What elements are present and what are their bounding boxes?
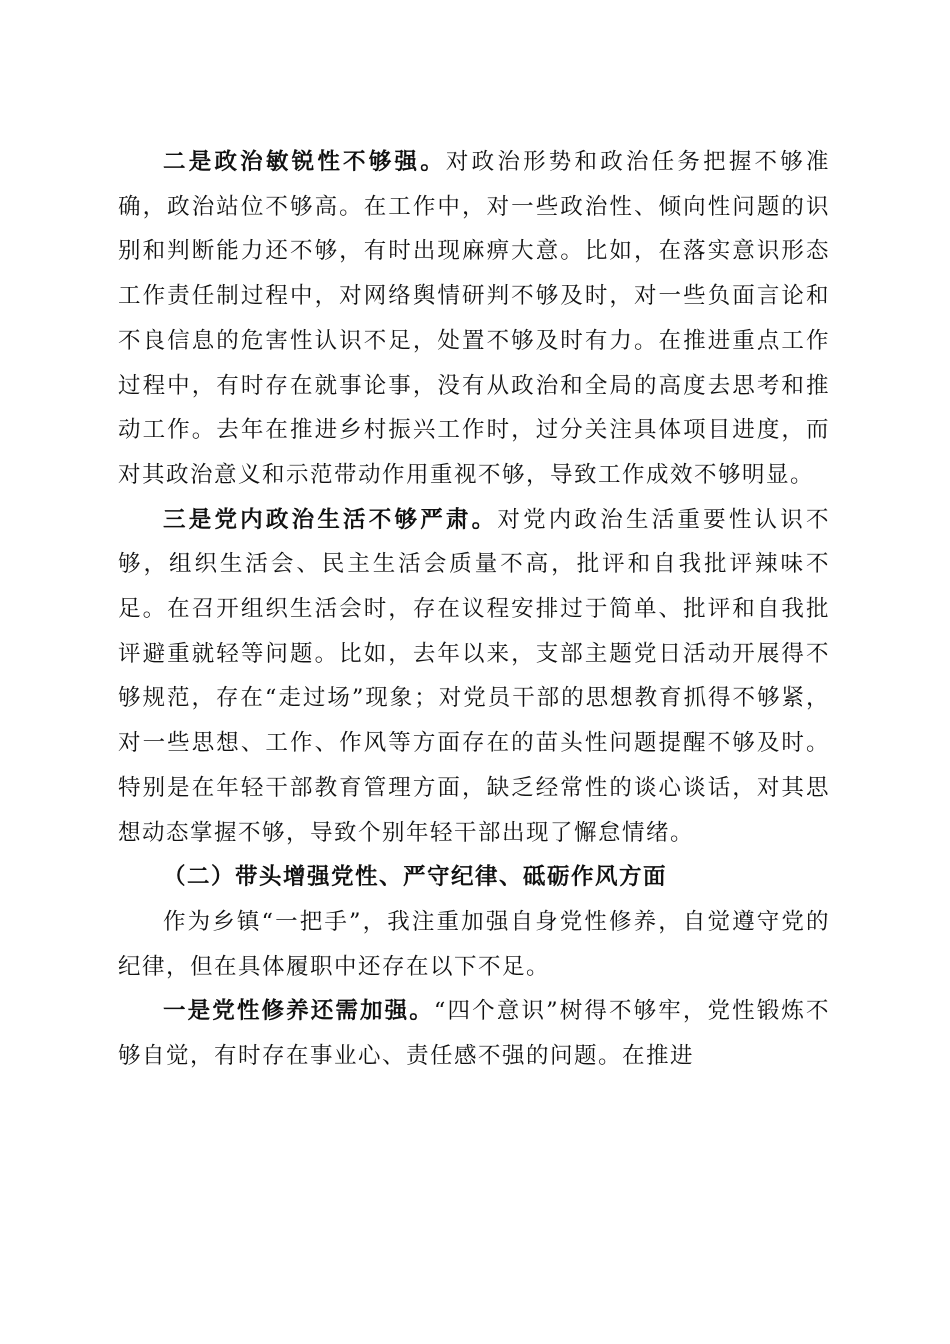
paragraph-party-political-life	[118, 498, 830, 856]
document-body	[118, 140, 830, 1079]
paragraph-party-spirit	[118, 989, 830, 1078]
intro-paragraph: 作为乡镇“一把手”，我注重加强自身党性修养，自觉遵守党的纪律，但在具体履职中还存在以下不足。	[118, 908, 830, 980]
section-heading: （二）带头增强党性、严守纪律、砥砺作风方面	[163, 864, 668, 891]
paragraph-text: “四个意识”树得不够牢，党性锻炼不够自觉，有时存在事业心、责任感不强的问题。在推进	[118, 998, 830, 1070]
paragraph-political-sensitivity	[118, 140, 830, 498]
paragraph-text: 对党内政治生活重要性认识不够，组织生活会、民主生活会质量不高，批评和自我批评辣味不足。在召开组织生活会时，存在议程安排过于简单、批评和自我批评避重就轻等问题。比如，去年以来，支部主题党日活动开展得不够规范，存在“走过场”现象；对党员干部的思想教育抓得不够紧，对一些思想、工作、作风等方面存在的苗头性问题提醒不够及时。特别是在年轻干部教育管理方面，缺乏经常性的谈心谈话，对其思想动态掌握不够，导致个别年轻干部出现了懈怠情绪。	[118, 506, 830, 846]
paragraph-lead: 三是党内政治生活不够严肃。	[163, 506, 498, 533]
paragraph-text: 对政治形势和政治任务把握不够准确，政治站位不够高。在工作中，对一些政治性、倾向性问题的识别和判断能力还不够，有时出现麻痹大意。比如，在落实意识形态工作责任制过程中，对网络舆情研判不够及时，对一些负面言论和不良信息的危害性认识不足，处置不够及时有力。在推进重点工作过程中，有时存在就事论事，没有从政治和全局的高度去思考和推动工作。去年在推进乡村振兴工作时，过分关注具体项目进度，而对其政治意义和示范带动作用重视不够，导致工作成效不够明显。	[118, 149, 830, 488]
paragraph-lead: 一是党性修养还需加强。	[163, 998, 434, 1025]
paragraph-lead: 二是政治敏锐性不够强。	[163, 149, 446, 175]
